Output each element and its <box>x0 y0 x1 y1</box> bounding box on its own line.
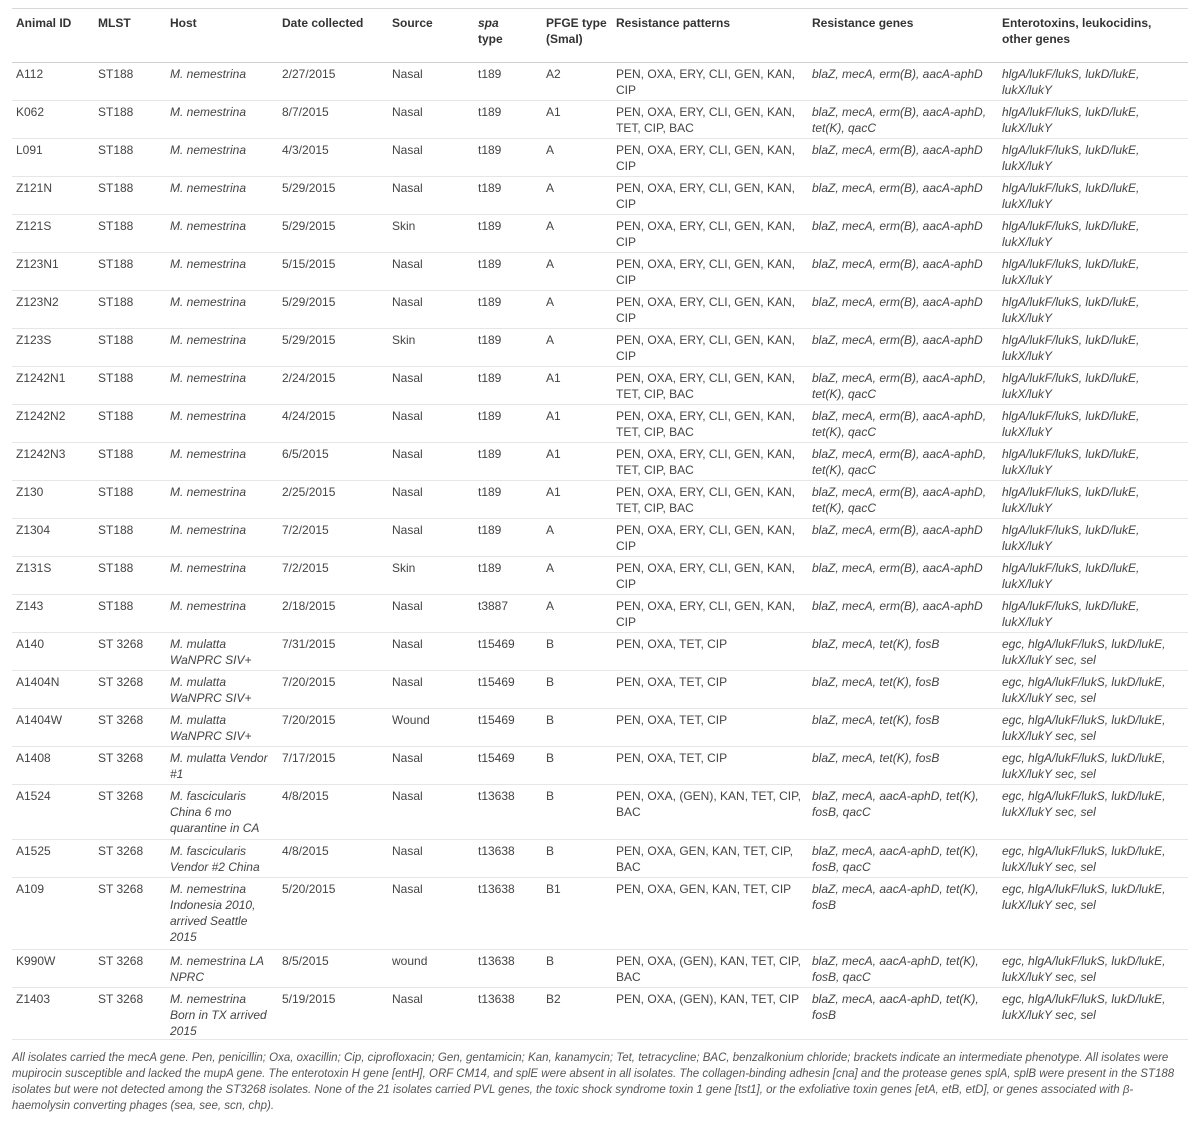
cell-source: Skin <box>388 215 474 253</box>
cell-date: 6/5/2015 <box>278 443 388 481</box>
cell-spa-type: t15469 <box>474 671 542 709</box>
cell-toxins: hlgA/lukF/lukS, lukD/lukE, lukX/lukY <box>998 63 1188 101</box>
cell-source: Nasal <box>388 101 474 139</box>
cell-date: 4/3/2015 <box>278 139 388 177</box>
cell-spa-type: t189 <box>474 139 542 177</box>
table-row <box>12 709 1188 747</box>
isolates-table <box>12 8 1188 1040</box>
cell-date: 7/31/2015 <box>278 633 388 671</box>
table-row <box>12 63 1188 101</box>
cell-animal-id: Z1403 <box>12 988 94 1040</box>
cell-animal-id: Z1304 <box>12 519 94 557</box>
table-row <box>12 671 1188 709</box>
cell-spa-type: t189 <box>474 177 542 215</box>
cell-spa-type: t189 <box>474 63 542 101</box>
cell-pfge-type: B <box>542 671 612 709</box>
cell-date: 4/8/2015 <box>278 840 388 878</box>
cell-toxins: hlgA/lukF/lukS, lukD/lukE, lukX/lukY <box>998 253 1188 291</box>
cell-resistance-genes: blaZ, mecA, erm(B), aacA-aphD, tet(K), qacC <box>808 101 998 139</box>
header-source: Source <box>388 9 474 63</box>
cell-mlst: ST 3268 <box>94 878 166 950</box>
cell-pfge-type: A <box>542 329 612 367</box>
cell-resistance-genes: blaZ, mecA, erm(B), aacA-aphD <box>808 291 998 329</box>
cell-toxins: egc, hlgA/lukF/lukS, lukD/lukE, lukX/lukY sec, sel <box>998 785 1188 840</box>
cell-mlst: ST188 <box>94 595 166 633</box>
cell-resistance-patterns: PEN, OXA, ERY, CLI, GEN, KAN, TET, CIP, BAC <box>612 405 808 443</box>
cell-toxins: egc, hlgA/lukF/lukS, lukD/lukE, lukX/lukY sec, sel <box>998 633 1188 671</box>
cell-toxins: egc, hlgA/lukF/lukS, lukD/lukE, lukX/lukY sec, sel <box>998 840 1188 878</box>
cell-animal-id: Z123N2 <box>12 291 94 329</box>
table-row <box>12 443 1188 481</box>
cell-animal-id: Z123S <box>12 329 94 367</box>
cell-resistance-genes: blaZ, mecA, erm(B), aacA-aphD <box>808 595 998 633</box>
cell-animal-id: A1524 <box>12 785 94 840</box>
cell-pfge-type: A1 <box>542 367 612 405</box>
cell-resistance-patterns: PEN, OXA, ERY, CLI, GEN, KAN, CIP <box>612 329 808 367</box>
table-header <box>12 9 1188 63</box>
cell-animal-id: K062 <box>12 101 94 139</box>
cell-mlst: ST188 <box>94 405 166 443</box>
cell-resistance-patterns: PEN, OXA, TET, CIP <box>612 747 808 785</box>
cell-date: 7/2/2015 <box>278 557 388 595</box>
cell-date: 8/7/2015 <box>278 101 388 139</box>
cell-resistance-genes: blaZ, mecA, aacA-aphD, tet(K), fosB, qacC <box>808 840 998 878</box>
cell-resistance-patterns: PEN, OXA, ERY, CLI, GEN, KAN, CIP <box>612 253 808 291</box>
cell-pfge-type: A <box>542 519 612 557</box>
cell-toxins: egc, hlgA/lukF/lukS, lukD/lukE, lukX/lukY sec, sel <box>998 988 1188 1040</box>
cell-pfge-type: A1 <box>542 481 612 519</box>
cell-spa-type: t13638 <box>474 785 542 840</box>
table-page <box>12 8 1188 1114</box>
header-spa-suffix: type <box>478 32 503 46</box>
cell-resistance-patterns: PEN, OXA, ERY, CLI, GEN, KAN, CIP <box>612 63 808 101</box>
cell-resistance-patterns: PEN, OXA, TET, CIP <box>612 633 808 671</box>
cell-source: Nasal <box>388 988 474 1040</box>
cell-source: Skin <box>388 329 474 367</box>
cell-host: M. nemestrina <box>166 367 278 405</box>
cell-date: 5/29/2015 <box>278 291 388 329</box>
cell-source: Nasal <box>388 139 474 177</box>
cell-spa-type: t189 <box>474 329 542 367</box>
table-row <box>12 595 1188 633</box>
cell-pfge-type: B <box>542 747 612 785</box>
cell-host: M. nemestrina <box>166 405 278 443</box>
cell-date: 7/20/2015 <box>278 671 388 709</box>
table-row <box>12 785 1188 840</box>
cell-animal-id: Z143 <box>12 595 94 633</box>
cell-spa-type: t189 <box>474 291 542 329</box>
cell-host: M. nemestrina Born in TX arrived 2015 <box>166 988 278 1040</box>
cell-animal-id: Z121N <box>12 177 94 215</box>
cell-source: wound <box>388 950 474 988</box>
cell-animal-id: Z1242N3 <box>12 443 94 481</box>
cell-date: 5/15/2015 <box>278 253 388 291</box>
cell-mlst: ST 3268 <box>94 671 166 709</box>
cell-source: Nasal <box>388 443 474 481</box>
cell-spa-type: t189 <box>474 367 542 405</box>
cell-toxins: egc, hlgA/lukF/lukS, lukD/lukE, lukX/lukY sec, sel <box>998 671 1188 709</box>
cell-animal-id: Z123N1 <box>12 253 94 291</box>
cell-resistance-genes: blaZ, mecA, tet(K), fosB <box>808 709 998 747</box>
cell-source: Nasal <box>388 367 474 405</box>
cell-spa-type: t13638 <box>474 878 542 950</box>
cell-mlst: ST 3268 <box>94 988 166 1040</box>
cell-pfge-type: A <box>542 215 612 253</box>
header-date-collected: Date collected <box>278 9 388 63</box>
cell-pfge-type: A <box>542 291 612 329</box>
cell-animal-id: L091 <box>12 139 94 177</box>
cell-date: 5/29/2015 <box>278 215 388 253</box>
cell-animal-id: A109 <box>12 878 94 950</box>
cell-toxins: hlgA/lukF/lukS, lukD/lukE, lukX/lukY <box>998 177 1188 215</box>
cell-pfge-type: A <box>542 595 612 633</box>
cell-source: Nasal <box>388 747 474 785</box>
cell-pfge-type: A <box>542 253 612 291</box>
cell-resistance-patterns: PEN, OXA, (GEN), KAN, TET, CIP, BAC <box>612 785 808 840</box>
cell-resistance-patterns: PEN, OXA, ERY, CLI, GEN, KAN, TET, CIP, BAC <box>612 443 808 481</box>
cell-source: Nasal <box>388 633 474 671</box>
cell-source: Nasal <box>388 519 474 557</box>
cell-host: M. nemestrina <box>166 481 278 519</box>
cell-date: 5/29/2015 <box>278 329 388 367</box>
cell-resistance-genes: blaZ, mecA, erm(B), aacA-aphD, tet(K), qacC <box>808 481 998 519</box>
cell-mlst: ST188 <box>94 481 166 519</box>
table-row <box>12 291 1188 329</box>
cell-source: Skin <box>388 557 474 595</box>
cell-resistance-genes: blaZ, mecA, erm(B), aacA-aphD <box>808 139 998 177</box>
cell-resistance-patterns: PEN, OXA, TET, CIP <box>612 709 808 747</box>
cell-animal-id: Z1242N2 <box>12 405 94 443</box>
table-row <box>12 633 1188 671</box>
table-row <box>12 329 1188 367</box>
cell-animal-id: A1525 <box>12 840 94 878</box>
cell-host: M. nemestrina <box>166 595 278 633</box>
cell-resistance-genes: blaZ, mecA, erm(B), aacA-aphD, tet(K), qacC <box>808 405 998 443</box>
cell-source: Nasal <box>388 878 474 950</box>
cell-animal-id: Z131S <box>12 557 94 595</box>
cell-date: 5/19/2015 <box>278 988 388 1040</box>
cell-date: 5/29/2015 <box>278 177 388 215</box>
cell-toxins: hlgA/lukF/lukS, lukD/lukE, lukX/lukY <box>998 595 1188 633</box>
header-host: Host <box>166 9 278 63</box>
cell-pfge-type: A <box>542 139 612 177</box>
cell-resistance-patterns: PEN, OXA, ERY, CLI, GEN, KAN, TET, CIP, BAC <box>612 481 808 519</box>
cell-host: M. fascicularis China 6 mo quarantine in CA <box>166 785 278 840</box>
cell-resistance-patterns: PEN, OXA, ERY, CLI, GEN, KAN, CIP <box>612 595 808 633</box>
cell-mlst: ST188 <box>94 139 166 177</box>
cell-toxins: hlgA/lukF/lukS, lukD/lukE, lukX/lukY <box>998 291 1188 329</box>
cell-pfge-type: B <box>542 633 612 671</box>
table-row <box>12 101 1188 139</box>
cell-animal-id: Z1242N1 <box>12 367 94 405</box>
cell-host: M. nemestrina <box>166 215 278 253</box>
table-row <box>12 747 1188 785</box>
cell-mlst: ST188 <box>94 329 166 367</box>
cell-spa-type: t13638 <box>474 988 542 1040</box>
cell-source: Nasal <box>388 481 474 519</box>
cell-date: 2/24/2015 <box>278 367 388 405</box>
cell-resistance-genes: blaZ, mecA, tet(K), fosB <box>808 633 998 671</box>
cell-date: 7/20/2015 <box>278 709 388 747</box>
cell-spa-type: t13638 <box>474 950 542 988</box>
cell-spa-type: t189 <box>474 405 542 443</box>
cell-mlst: ST188 <box>94 557 166 595</box>
cell-source: Nasal <box>388 63 474 101</box>
cell-host: M. nemestrina <box>166 139 278 177</box>
cell-date: 2/18/2015 <box>278 595 388 633</box>
cell-pfge-type: B <box>542 785 612 840</box>
cell-host: M. nemestrina LA NPRC <box>166 950 278 988</box>
cell-resistance-patterns: PEN, OXA, ERY, CLI, GEN, KAN, TET, CIP, BAC <box>612 367 808 405</box>
cell-spa-type: t189 <box>474 557 542 595</box>
cell-toxins: hlgA/lukF/lukS, lukD/lukE, lukX/lukY <box>998 519 1188 557</box>
cell-date: 2/25/2015 <box>278 481 388 519</box>
cell-resistance-genes: blaZ, mecA, erm(B), aacA-aphD <box>808 519 998 557</box>
cell-resistance-genes: blaZ, mecA, erm(B), aacA-aphD, tet(K), qacC <box>808 367 998 405</box>
cell-pfge-type: B2 <box>542 988 612 1040</box>
cell-pfge-type: A1 <box>542 443 612 481</box>
cell-mlst: ST 3268 <box>94 709 166 747</box>
cell-date: 5/20/2015 <box>278 878 388 950</box>
cell-source: Wound <box>388 709 474 747</box>
header-resistance-genes: Resistance genes <box>808 9 998 63</box>
cell-animal-id: A1404W <box>12 709 94 747</box>
cell-source: Nasal <box>388 177 474 215</box>
cell-resistance-genes: blaZ, mecA, tet(K), fosB <box>808 671 998 709</box>
cell-source: Nasal <box>388 405 474 443</box>
cell-date: 4/24/2015 <box>278 405 388 443</box>
cell-resistance-genes: blaZ, mecA, aacA-aphD, tet(K), fosB, qacC <box>808 950 998 988</box>
cell-resistance-genes: blaZ, mecA, aacA-aphD, tet(K), fosB <box>808 878 998 950</box>
header-spa-type <box>474 9 542 63</box>
cell-mlst: ST188 <box>94 177 166 215</box>
cell-toxins: hlgA/lukF/lukS, lukD/lukE, lukX/lukY <box>998 329 1188 367</box>
header-row <box>12 9 1188 63</box>
cell-resistance-genes: blaZ, mecA, erm(B), aacA-aphD <box>808 215 998 253</box>
cell-spa-type: t15469 <box>474 747 542 785</box>
cell-animal-id: A1408 <box>12 747 94 785</box>
table-row <box>12 405 1188 443</box>
cell-animal-id: Z121S <box>12 215 94 253</box>
cell-source: Nasal <box>388 253 474 291</box>
table-row <box>12 557 1188 595</box>
cell-host: M. mulatta WaNPRC SIV+ <box>166 633 278 671</box>
cell-date: 4/8/2015 <box>278 785 388 840</box>
cell-source: Nasal <box>388 291 474 329</box>
cell-host: M. nemestrina <box>166 557 278 595</box>
cell-date: 8/5/2015 <box>278 950 388 988</box>
cell-resistance-genes: blaZ, mecA, erm(B), aacA-aphD <box>808 177 998 215</box>
cell-source: Nasal <box>388 840 474 878</box>
cell-resistance-genes: blaZ, mecA, erm(B), aacA-aphD <box>808 253 998 291</box>
table-row <box>12 481 1188 519</box>
cell-pfge-type: B <box>542 840 612 878</box>
cell-pfge-type: B <box>542 709 612 747</box>
cell-source: Nasal <box>388 785 474 840</box>
cell-spa-type: t189 <box>474 519 542 557</box>
table-row <box>12 215 1188 253</box>
cell-spa-type: t189 <box>474 101 542 139</box>
cell-mlst: ST 3268 <box>94 840 166 878</box>
cell-toxins: egc, hlgA/lukF/lukS, lukD/lukE, lukX/lukY sec, sel <box>998 878 1188 950</box>
cell-toxins: hlgA/lukF/lukS, lukD/lukE, lukX/lukY <box>998 101 1188 139</box>
cell-spa-type: t189 <box>474 443 542 481</box>
cell-pfge-type: B1 <box>542 878 612 950</box>
cell-host: M. nemestrina <box>166 101 278 139</box>
table-row <box>12 253 1188 291</box>
cell-host: M. nemestrina <box>166 177 278 215</box>
cell-spa-type: t3887 <box>474 595 542 633</box>
cell-mlst: ST188 <box>94 291 166 329</box>
cell-resistance-patterns: PEN, OXA, ERY, CLI, GEN, KAN, CIP <box>612 215 808 253</box>
cell-mlst: ST188 <box>94 63 166 101</box>
cell-mlst: ST 3268 <box>94 950 166 988</box>
cell-host: M. fascicularis Vendor #2 China <box>166 840 278 878</box>
table-row <box>12 988 1188 1040</box>
table-row <box>12 139 1188 177</box>
cell-animal-id: A140 <box>12 633 94 671</box>
cell-resistance-genes: blaZ, mecA, tet(K), fosB <box>808 747 998 785</box>
cell-date: 2/27/2015 <box>278 63 388 101</box>
header-mlst: MLST <box>94 9 166 63</box>
cell-resistance-patterns: PEN, OXA, (GEN), KAN, TET, CIP, BAC <box>612 950 808 988</box>
cell-pfge-type: A <box>542 557 612 595</box>
cell-resistance-genes: blaZ, mecA, aacA-aphD, tet(K), fosB, qacC <box>808 785 998 840</box>
cell-mlst: ST 3268 <box>94 747 166 785</box>
cell-pfge-type: A1 <box>542 101 612 139</box>
header-animal-id: Animal ID <box>12 9 94 63</box>
cell-host: M. mulatta WaNPRC SIV+ <box>166 671 278 709</box>
cell-pfge-type: B <box>542 950 612 988</box>
header-resistance-patterns: Resistance patterns <box>612 9 808 63</box>
cell-resistance-patterns: PEN, OXA, GEN, KAN, TET, CIP, BAC <box>612 840 808 878</box>
table-row <box>12 177 1188 215</box>
cell-resistance-patterns: PEN, OXA, GEN, KAN, TET, CIP <box>612 878 808 950</box>
cell-host: M. nemestrina <box>166 519 278 557</box>
table-row <box>12 878 1188 950</box>
cell-spa-type: t189 <box>474 481 542 519</box>
cell-resistance-patterns: PEN, OXA, ERY, CLI, GEN, KAN, CIP <box>612 291 808 329</box>
cell-animal-id: A1404N <box>12 671 94 709</box>
cell-host: M. nemestrina <box>166 253 278 291</box>
cell-host: M. nemestrina Indonesia 2010, arrived Seattle 2015 <box>166 878 278 950</box>
cell-host: M. mulatta Vendor #1 <box>166 747 278 785</box>
cell-resistance-genes: blaZ, mecA, erm(B), aacA-aphD <box>808 329 998 367</box>
cell-resistance-patterns: PEN, OXA, ERY, CLI, GEN, KAN, CIP <box>612 557 808 595</box>
cell-host: M. nemestrina <box>166 291 278 329</box>
table-row <box>12 367 1188 405</box>
cell-mlst: ST188 <box>94 367 166 405</box>
cell-toxins: egc, hlgA/lukF/lukS, lukD/lukE, lukX/lukY sec, sel <box>998 950 1188 988</box>
table-body <box>12 63 1188 1040</box>
cell-mlst: ST188 <box>94 101 166 139</box>
table-row <box>12 519 1188 557</box>
cell-resistance-patterns: PEN, OXA, ERY, CLI, GEN, KAN, CIP <box>612 139 808 177</box>
cell-toxins: egc, hlgA/lukF/lukS, lukD/lukE, lukX/lukY sec, sel <box>998 709 1188 747</box>
cell-spa-type: t189 <box>474 215 542 253</box>
table-footnote: All isolates carried the mecA gene. Pen, penicillin; Oxa, oxacillin; Cip, ciprofloxacin; Gen, gentamicin; Kan, kanamycin; Tet, tetracycline; BAC, benzalkonium chloride; brackets indicate an intermediate phenotype. All isolates were mupirocin susceptible and lacked the mupA gene. The enterotoxin H gene [entH], ORF CM14, and splE were absent in all isolates. The collagen-binding adhesin [cna] and the protease genes splA, splB were present in the ST188 isolates but were not detected among the ST3268 isolates. None of the 21 isolates carried PVL genes, the toxic shock syndrome toxin 1 gene [tst1], or the exfoliative toxin genes [etA, etB, etD], or genes associated with β-haemolysin converting phages (sea, see, scn, chp). <box>12 1052 1175 1112</box>
cell-source: Nasal <box>388 595 474 633</box>
cell-toxins: hlgA/lukF/lukS, lukD/lukE, lukX/lukY <box>998 405 1188 443</box>
cell-animal-id: A112 <box>12 63 94 101</box>
cell-resistance-patterns: PEN, OXA, ERY, CLI, GEN, KAN, CIP <box>612 519 808 557</box>
table-row <box>12 840 1188 878</box>
cell-toxins: hlgA/lukF/lukS, lukD/lukE, lukX/lukY <box>998 557 1188 595</box>
cell-spa-type: t189 <box>474 253 542 291</box>
cell-mlst: ST 3268 <box>94 633 166 671</box>
cell-spa-type: t15469 <box>474 633 542 671</box>
cell-toxins: hlgA/lukF/lukS, lukD/lukE, lukX/lukY <box>998 367 1188 405</box>
cell-date: 7/2/2015 <box>278 519 388 557</box>
cell-toxins: hlgA/lukF/lukS, lukD/lukE, lukX/lukY <box>998 215 1188 253</box>
cell-resistance-genes: blaZ, mecA, erm(B), aacA-aphD <box>808 63 998 101</box>
header-spa-italic: spa <box>478 16 499 30</box>
cell-pfge-type: A2 <box>542 63 612 101</box>
header-pfge-type: PFGE type (SmaI) <box>542 9 612 63</box>
cell-resistance-genes: blaZ, mecA, erm(B), aacA-aphD <box>808 557 998 595</box>
cell-toxins: egc, hlgA/lukF/lukS, lukD/lukE, lukX/lukY sec, sel <box>998 747 1188 785</box>
table-row <box>12 950 1188 988</box>
cell-toxins: hlgA/lukF/lukS, lukD/lukE, lukX/lukY <box>998 443 1188 481</box>
cell-toxins: hlgA/lukF/lukS, lukD/lukE, lukX/lukY <box>998 481 1188 519</box>
cell-host: M. nemestrina <box>166 443 278 481</box>
cell-mlst: ST188 <box>94 253 166 291</box>
cell-resistance-patterns: PEN, OXA, TET, CIP <box>612 671 808 709</box>
cell-resistance-patterns: PEN, OXA, (GEN), KAN, TET, CIP <box>612 988 808 1040</box>
cell-host: M. nemestrina <box>166 63 278 101</box>
cell-pfge-type: A <box>542 177 612 215</box>
cell-resistance-genes: blaZ, mecA, erm(B), aacA-aphD, tet(K), qacC <box>808 443 998 481</box>
cell-animal-id: K990W <box>12 950 94 988</box>
cell-mlst: ST188 <box>94 443 166 481</box>
cell-spa-type: t13638 <box>474 840 542 878</box>
cell-resistance-patterns: PEN, OXA, ERY, CLI, GEN, KAN, TET, CIP, BAC <box>612 101 808 139</box>
cell-host: M. nemestrina <box>166 329 278 367</box>
cell-pfge-type: A1 <box>542 405 612 443</box>
cell-mlst: ST188 <box>94 519 166 557</box>
cell-resistance-patterns: PEN, OXA, ERY, CLI, GEN, KAN, CIP <box>612 177 808 215</box>
cell-date: 7/17/2015 <box>278 747 388 785</box>
cell-mlst: ST188 <box>94 215 166 253</box>
cell-spa-type: t15469 <box>474 709 542 747</box>
cell-resistance-genes: blaZ, mecA, aacA-aphD, tet(K), fosB <box>808 988 998 1040</box>
cell-source: Nasal <box>388 671 474 709</box>
cell-host: M. mulatta WaNPRC SIV+ <box>166 709 278 747</box>
cell-toxins: hlgA/lukF/lukS, lukD/lukE, lukX/lukY <box>998 139 1188 177</box>
header-toxins: Enterotoxins, leukocidins, other genes <box>998 9 1188 63</box>
cell-animal-id: Z130 <box>12 481 94 519</box>
cell-mlst: ST 3268 <box>94 785 166 840</box>
